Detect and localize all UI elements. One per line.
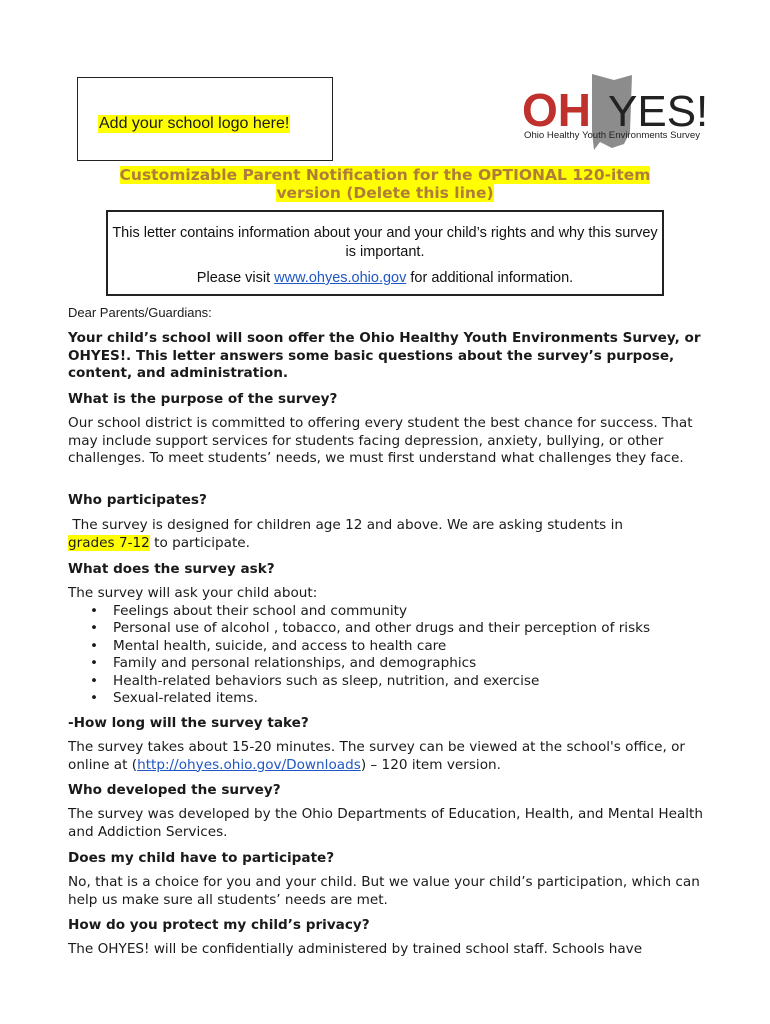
ohyes-logo [520,72,710,152]
asks-lead: The survey will ask your child about: [68,585,318,601]
logo-yes: YES! [608,87,709,136]
school-logo-placeholder [77,77,333,161]
notice-visit: Please visit www.ohyes.ohio.gov for additional information. [196,270,574,286]
purpose-body: Our school district is committed to offering every student the best chance for success. That may include support services for students facing depression, anxiety, bullying, or other challenges. To meet students’ needs, we must first understand what challenges they face. [68,415,693,466]
participates-heading: Who participates? [68,492,207,508]
logo-placeholder-text: Add your school logo here! [99,115,290,132]
developer-heading: Who developed the survey? [68,782,281,798]
logo-tagline: Ohio Healthy Youth Environments Survey [524,130,700,141]
asks-heading: What does the survey ask? [68,561,275,577]
list-item: • Family and personal relationships, and demographics [68,655,718,673]
notice-text: This letter contains information about your and your child’s rights and why this survey is important. [112,225,658,260]
greeting: Dear Parents/Guardians: [68,305,212,320]
intro-paragraph: Your child’s school will soon offer the Ohio Healthy Youth Environments Survey, or OHYES!. This letter answers some basic questions about the survey’s purpose, content, and administration. [68,330,701,381]
list-item: • Feelings about their school and community [68,603,718,621]
participates-body: The survey is designed for children age 12 and above. We are asking students in grades 7-12 to participate. [68,517,628,551]
list-item: • Personal use of alcohol , tobacco, and other drugs and their perception of risks [68,620,718,638]
page-title [60,166,710,202]
ohyes-website-link[interactable]: www.ohyes.ohio.gov [274,270,407,286]
title-line-2: version (Delete this line) [276,184,494,202]
logo-oh: OH [522,84,591,136]
asks-body [68,585,718,708]
list-item: • Health-related behaviors such as sleep, nutrition, and exercise [68,673,718,691]
purpose-heading: What is the purpose of the survey? [68,391,338,407]
privacy-heading: How do you protect my child’s privacy? [68,917,370,933]
list-item: • Sexual-related items. [68,690,718,708]
privacy-body: The OHYES! will be confidentially administered by trained school staff. Schools have [68,941,643,957]
duration-body: The survey takes about 15-20 minutes. The survey can be viewed at the school's office, or online at (http://ohyes.ohio.gov/Downloads) – 120 item version. [68,739,686,773]
participate-heading: Does my child have to participate? [68,850,335,866]
title-line-1: Customizable Parent Notification for the OPTIONAL 120-item [119,166,651,184]
downloads-link[interactable]: http://ohyes.ohio.gov/Downloads [137,756,361,773]
rights-notice-box [106,210,664,296]
list-item: • Mental health, suicide, and access to health care [68,638,718,656]
participate-body: No, that is a choice for you and your child. But we value your child’s participation, which can help us make sure all students’ needs are met. [68,874,700,908]
developer-body: The survey was developed by the Ohio Departments of Education, Health, and Mental Health and Addiction Services. [68,806,703,840]
survey-topics-list [68,603,718,708]
duration-heading: -How long will the survey take? [68,715,309,731]
grades-highlight: grades 7-12 [68,534,150,551]
